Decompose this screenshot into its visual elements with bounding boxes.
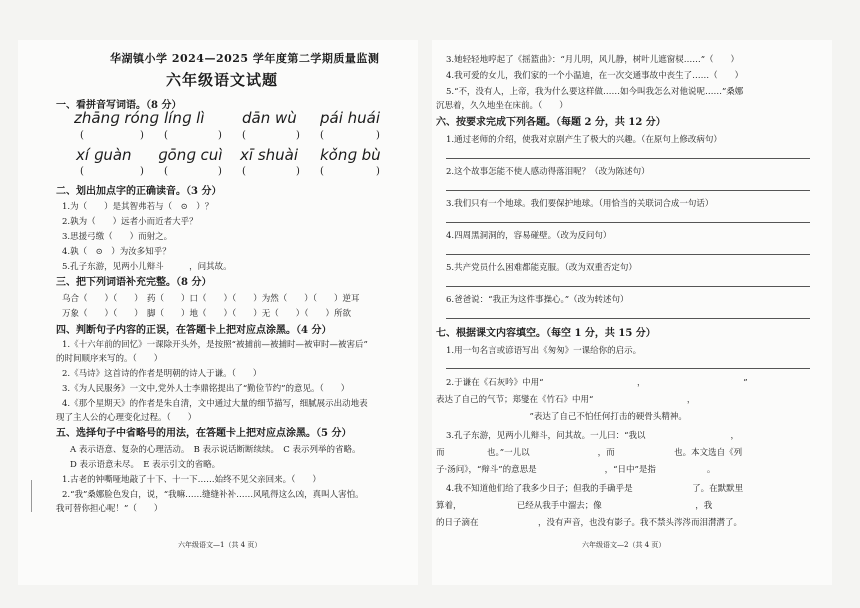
section-1-header: 一、看拼音写词语。（8 分） xyxy=(56,100,182,111)
question-line: 5.共产党员什么困难都能克服。（改为双重否定句） xyxy=(446,263,637,273)
question-line: 4.《那个星期天》的作者是朱自清，文中通过大量的细节描写，细腻展示出动地表 xyxy=(62,399,368,409)
section-5-header: 五、选择句子中省略号的用法，在答题卡上把对应点涂黑。（5 分） xyxy=(56,428,352,439)
pinyin: zhānɡ rónɡ xyxy=(74,109,159,127)
question-line: 4.我不知道他们给了我多少日子；但我的手确乎是 了。在默默里 xyxy=(446,484,744,494)
section-7-header: 七、根据课文内容填空。（每空 1 分，共 15 分） xyxy=(436,328,656,339)
exam-page-2 xyxy=(432,40,832,585)
question-line: 乌合（ ）（ ） 药（ ）口（ ）（ ）为然（ ）（ ）逆耳 xyxy=(62,294,360,304)
pinyin: kǒnɡ bù xyxy=(320,146,381,164)
section-4-header: 四、判断句子内容的正误，在答题卡上把对应点涂黑。（4 分） xyxy=(56,325,332,336)
question-line: 的时间顺序来写的。（ ） xyxy=(56,354,163,364)
question-line: 2.这个故事怎能不使人感动得落泪呢？（改为陈述句） xyxy=(446,167,650,177)
question-line: 1.用一句名言或谚语写出《匆匆》一课给你的启示。 xyxy=(446,346,642,356)
pinyin: xī shuài xyxy=(240,146,299,164)
question-line: 沉思着，久久地坐在床前。（ ） xyxy=(436,101,568,111)
question-line: 3.思援弓缴（ ）而射之。 xyxy=(62,232,173,242)
margin-mark xyxy=(31,480,32,512)
question-line: 1.古老的钟嘶哑地敲了十下、十一下……始终不见父亲回来。（ ） xyxy=(62,475,321,485)
question-line: 现了主人公的心理变化过程。（ ） xyxy=(56,413,197,423)
question-line: 表达了自己的气节；郑燮在《竹石》中用“ ， xyxy=(436,395,743,405)
pinyin: xí ɡuàn xyxy=(76,146,132,164)
option-line: D 表示语意未尽。 E 表示引文的省略。 xyxy=(70,460,221,470)
question-line: 2.“我”桑娜脸色发白，说，“我嘛……缝缝补补……风吼得这么凶，真叫人害怕。 xyxy=(62,490,364,500)
question-line: 我可替你担心呢！”（ ） xyxy=(56,504,163,514)
section-6-header: 六、按要求完成下列各题。（每题 2 分，共 12 分） xyxy=(436,117,666,128)
answer-line xyxy=(446,368,810,369)
question-line: 万象（ ）（ ） 脚（ ）地（ ）（ ）无（ ）（ ）所欲 xyxy=(62,309,352,319)
question-line: 1.《十六年前的回忆》一课除开头外，是按照“被捕前—被捕时—被审时—被害后” xyxy=(62,340,368,350)
question-line: 而 也。”一儿以 ，而 也。本文选自《列 xyxy=(436,448,743,458)
pinyin: línɡ lì xyxy=(164,109,205,127)
answer-line xyxy=(446,254,810,255)
answer-line xyxy=(446,222,810,223)
page-footer: 六年级语文—1（共 4 页） xyxy=(178,541,262,549)
question-line: 3.《为人民服务》一文中,党外人士李鼎铭提出了“勤俭节约”的意见。（ ） xyxy=(62,384,350,394)
exam-page-1: 华湖镇小学 2024—2025 学年度第二学期质量监测 六年级语文试题 一、看拼音写词语。（8 分） zhānɡ rónɡ línɡ lì dān wù pái huái ( ) ( ) ( ) ( ) xí ɡuàn ɡōnɡ cuì xī shuài kǒnɡ bù ( ) ( ) ( ) ( ) 二、划出加点字的正确读音。（3 分） 1.为（ ）是其智弗若与（ ⊙ ）？ 2.孰为（ ）远者小而近者大乎？ 3.思援弓缴（ ）而射之。 4.孰（ ⊙ ）为汝多知乎？ 5.孔子东游，见两小儿辩斗 ，问其故。 三、把下列词语补充完整。（8 分） 乌合（ ）（ ） 药（ ）口（ ）（ ）为然（ ）（ ）逆耳 万象（ ）（ ） 脚（ ）地（ ）（ ）无（ ）（ ）所欲 四、判断句子内容的正误，在答题卡上把对应点涂黑。（4 分） 1.《十六年前的回忆》一课除开头外，是按照“被捕前—被捕时—被审时—被害后” 的时间顺序来写的。（ ） 2.《马诗》这首诗的作者是明朝的诗人于谦。（ ） 3.《为人民服务》一文中,党外人士李鼎铭提出了“勤俭节约”的意见。（ ） 4.《那个星期天》的作者是朱自清，文中通过大量的细节描写，细腻展示出动地表 现了主人公的心理变化过程。（ ） 五、选择句子中省略号的用法，在答题卡上把对应点涂黑。（5 分） A 表示语意、复杂的心理活动。 B 表示说话断断续续。 C 表示列举的省略。 D 表示语意未尽。 E 表示引文的省略。 1.古老的钟嘶哑地敲了十下、十一下……始终不见父亲回来。（ ） 2.“我”桑娜脸色发白，说，“我嘛……缝缝补补……风吼得这么凶，真叫人害怕。 我可替你担心呢！”（ ） 六年级语文—1（共 4 页） xyxy=(18,40,418,585)
question-line: 1.为（ ）是其智弗若与（ ⊙ ）？ xyxy=(62,202,214,212)
answer-line xyxy=(446,190,810,191)
question-line: 2.《马诗》这首诗的作者是明朝的诗人于谦。（ ） xyxy=(62,369,262,379)
answer-line xyxy=(446,286,810,287)
question-line: 3.她轻轻地哼起了《摇篮曲》：“月儿明，风儿静，树叶儿遮窗棂……”（ ） xyxy=(446,55,740,65)
page-footer: 六年级语文—2（共 4 页） xyxy=(582,541,666,549)
question-line: 4.孰（ ⊙ ）为汝多知乎？ xyxy=(62,247,171,257)
question-line: 4.我可爱的女儿，我们家的一个小温迪，在一次交通事故中丧生了……（ ） xyxy=(446,71,744,81)
question-line: ”表达了自己不怕任何打击的硬骨头精神。 xyxy=(436,412,687,422)
answer-line xyxy=(446,318,810,319)
section-3-header: 三、把下列词语补充完整。（8 分） xyxy=(56,277,212,288)
question-line: 算着， 已经从我手中溜去；像 ，我 xyxy=(436,501,713,511)
pinyin: pái huái xyxy=(320,109,381,127)
exam-title: 六年级语文试题 xyxy=(166,71,279,89)
question-line: 3.我们只有一个地球。我们要保护地球。（用恰当的关联词合成一句话） xyxy=(446,199,714,209)
question-line: 3.孔子东游，见两小儿辩斗，问其故。一儿曰：“我以 ， xyxy=(446,431,739,441)
question-line: 子·汤问》，“辩斗”的意思是 ，“日中”是指 。 xyxy=(436,465,716,475)
question-line: 6.爸爸说：“我正为这件事操心。”（改为转述句） xyxy=(446,295,629,305)
question-line: 2.孰为（ ）远者小而近者大乎？ xyxy=(62,217,198,227)
question-line: 5.孔子东游，见两小儿辩斗 ，问其故。 xyxy=(62,262,232,272)
question-line: 5.“不，没有人，上帝，我为什么要这样做……如今叫我怎么对他说呢……”桑娜 xyxy=(446,87,744,97)
section-2-header: 二、划出加点字的正确读音。（3 分） xyxy=(56,186,222,197)
question-line: 的日子滴在 ，没有声音，也没有影子。我不禁头涔涔而泪潸潸了。 xyxy=(436,518,743,528)
option-line: A 表示语意、复杂的心理活动。 B 表示说话断断续续。 C 表示列举的省略。 xyxy=(70,445,361,455)
question-line: 2.于谦在《石灰吟》中用“ ， ” xyxy=(446,378,748,388)
question-line: 1.通过老师的介绍，使我对京剧产生了极大的兴趣。（在原句上修改病句） xyxy=(446,135,722,145)
pinyin: dān wù xyxy=(242,109,297,127)
answer-line xyxy=(446,158,810,159)
question-line: 4.四周黑洞洞的，容易碰壁。（改为反问句） xyxy=(446,231,612,241)
pinyin: ɡōnɡ cuì xyxy=(158,146,223,164)
school-title: 华湖镇小学 2024—2025 学年度第二学期质量监测 xyxy=(110,52,380,65)
